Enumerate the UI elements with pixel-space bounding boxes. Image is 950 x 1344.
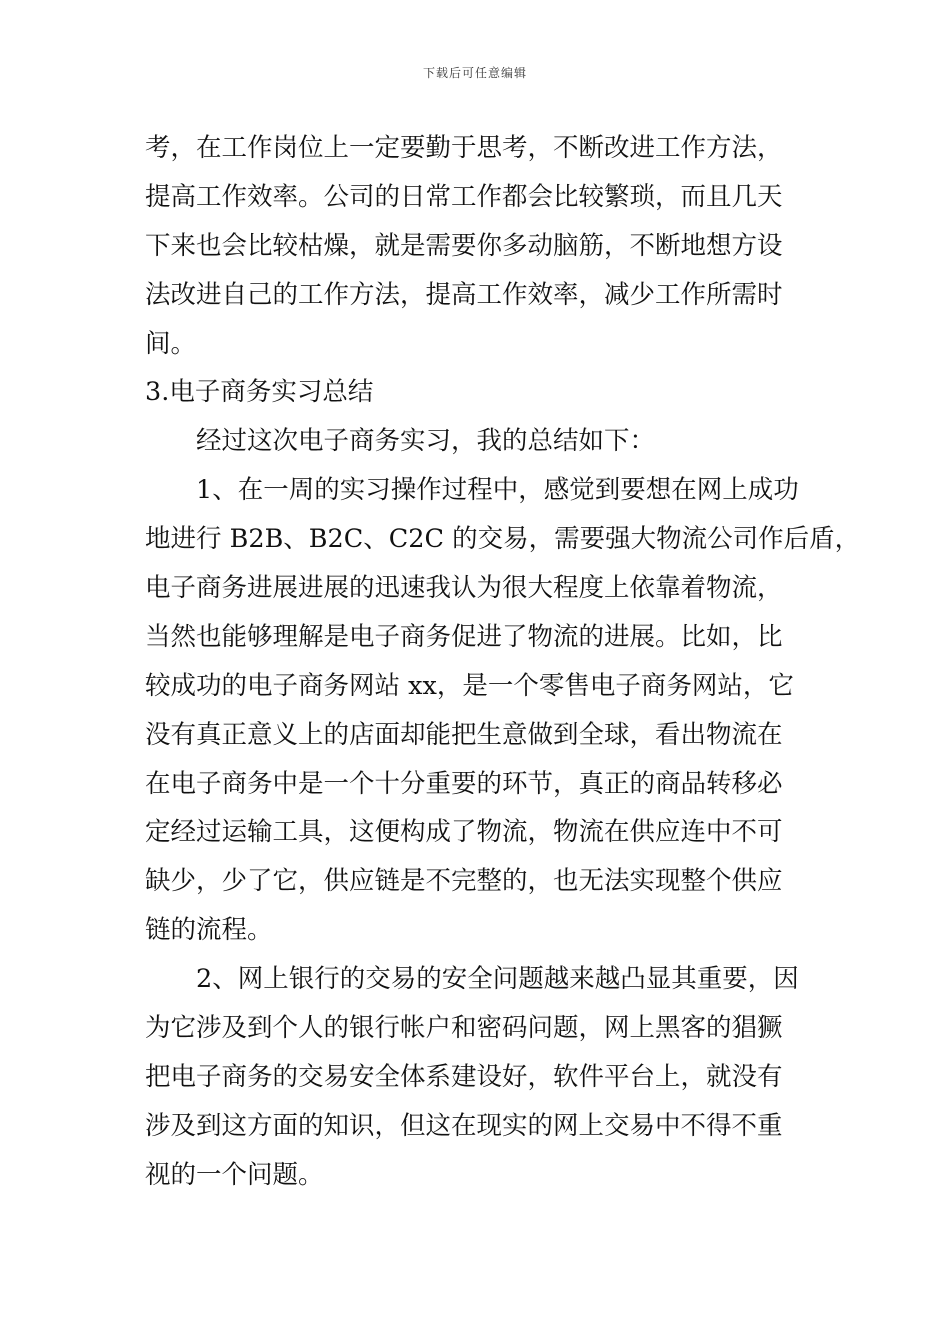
text-line: 法改进自己的工作方法，提高工作效率，减少工作所需时 <box>145 279 783 310</box>
document-body <box>145 124 861 1200</box>
text-line: 在电子商务中是一个十分重要的环节，真正的商品转移必 <box>145 768 783 799</box>
text-line: 涉及到这方面的知识，但这在现实的网上交易中不得不重 <box>145 1110 783 1141</box>
text-line: 考，在工作岗位上一定要勤于思考，不断改进工作方法， <box>145 133 783 163</box>
text-line: 间。 <box>145 328 197 359</box>
text-line: 下来也会比较枯燥，就是需要你多动脑筋，不断地想方设 <box>145 230 783 261</box>
text-line: 把电子商务的交易安全体系建设好，软件平台上，就没有 <box>145 1061 783 1092</box>
text-line: 1、在一周的实习操作过程中，感觉到要想在网上成功 <box>196 475 799 506</box>
text-line: 链的流程。 <box>145 915 273 946</box>
text-line: 经过这次电子商务实习，我的总结如下： <box>196 426 656 457</box>
text-line: 没有真正意义上的店面却能把生意做到全球，看出物流在 <box>145 719 783 750</box>
text-line: 2、网上银行的交易的安全问题越来越凸显其重要，因 <box>196 964 799 995</box>
text-line: 电子商务进展进展的迅速我认为很大程度上依靠着物流， <box>145 573 783 604</box>
text-line: 视的一个问题。 <box>145 1159 324 1190</box>
text-line: 定经过运输工具，这便构成了物流，物流在供应连中不可 <box>145 817 783 848</box>
text-line: 当然也能够理解是电子商务促进了物流的进展。比如，比 <box>145 621 783 652</box>
text-line: 提高工作效率。公司的日常工作都会比较繁琐，而且几天 <box>145 181 783 212</box>
text-line: 缺少，少了它，供应链是不完整的，也无法实现整个供应 <box>145 866 783 897</box>
text-line: 地进行 B2B、B2C、C2C 的交易，需要强大物流公司作后盾， <box>145 524 861 555</box>
page-header: 下载后可任意编辑 <box>422 66 527 80</box>
text-line: 较成功的电子商务网站 xx，是一个零售电子商务网站，它 <box>145 670 794 701</box>
text-line: 为它涉及到个人的银行帐户和密码问题，网上黑客的猖獗 <box>145 1013 783 1044</box>
section-heading: 3.电子商务实习总结 <box>145 377 374 408</box>
